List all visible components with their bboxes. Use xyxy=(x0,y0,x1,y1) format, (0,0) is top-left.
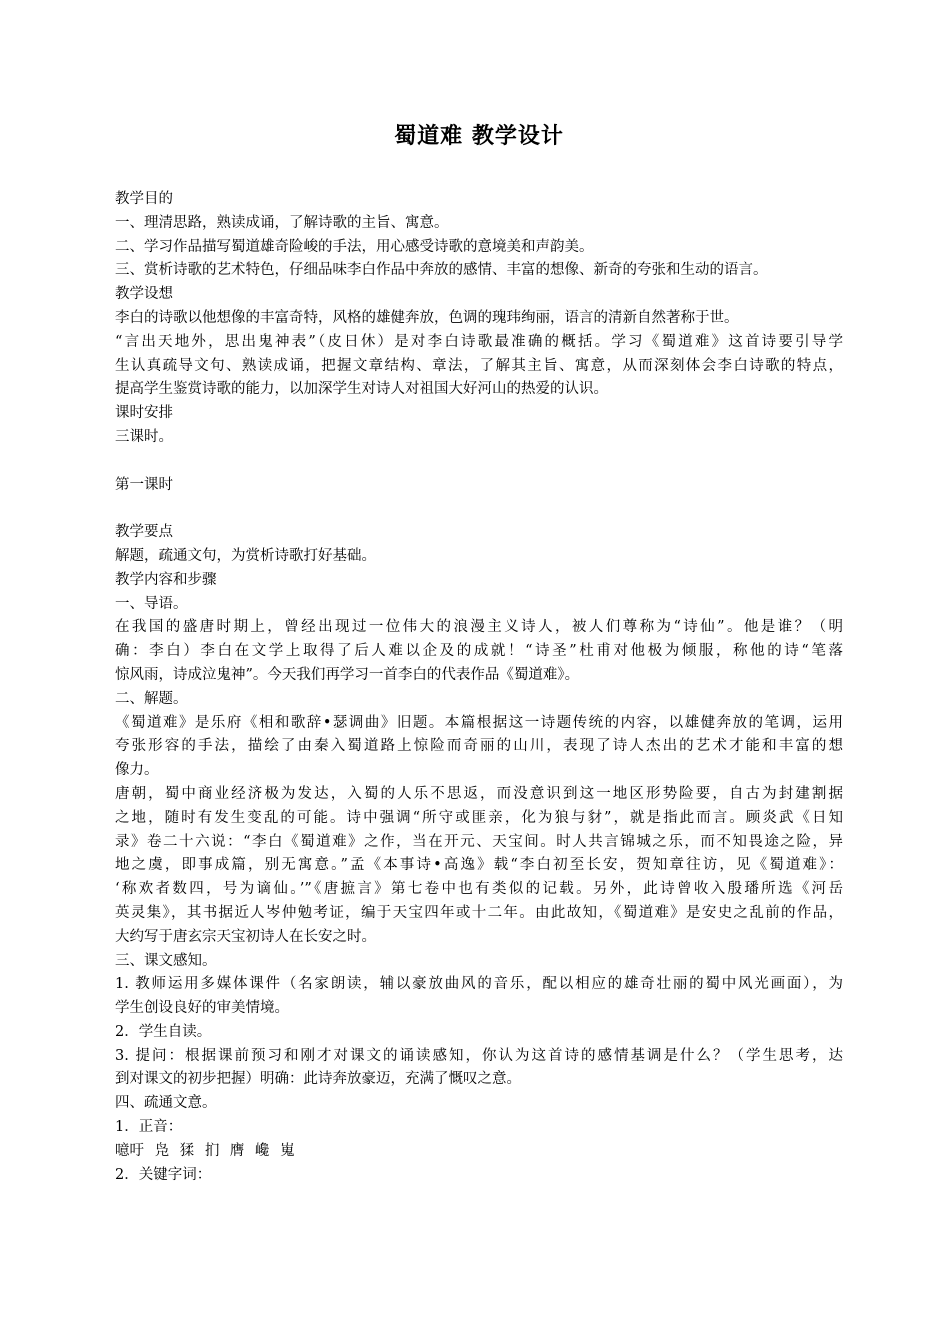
text-line: 噫吁 凫 猱 扪 膺 巉 嵬 xyxy=(115,1142,295,1159)
document-body xyxy=(115,188,843,1187)
text-line: 到对课文的初步把握）明确：此诗奔放豪迈，充满了慨叹之意。 xyxy=(115,1071,521,1088)
text-line: 三、课文感知。 xyxy=(115,952,217,969)
blank-line xyxy=(115,497,843,521)
text-line: 唐朝，蜀中商业经济极为发达，入蜀的人乐不思返，而没意识到这一地区形势险要，自古为封建割据 xyxy=(115,785,843,802)
text-line: 教学要点 xyxy=(115,524,173,541)
text-line: 一、导语。 xyxy=(115,595,188,612)
text-line: 教学目的 xyxy=(115,191,173,207)
text-line: 《蜀道难》是乐府《相和歌辞•瑟调曲》旧题。本篇根据这一诗题传统的内容，以雄健奔放的笔调，运用 xyxy=(115,714,843,731)
text-line: 1．正音： xyxy=(115,1119,183,1136)
text-line: 解题，疏通文句，为赏析诗歌打好基础。 xyxy=(115,547,376,564)
text-line: 李白的诗歌以他想像的丰富奇特，风格的雄健奔放，色调的瑰玮绚丽，语言的清新自然著称于世。 xyxy=(115,309,739,326)
text-line: 教学内容和步骤 xyxy=(115,571,217,588)
text-line: 教学设想 xyxy=(115,286,173,303)
text-line: 提高学生鉴赏诗歌的能力，以加深学生对诗人对祖国大好河山的热爱的认识。 xyxy=(115,381,608,398)
text-line: 地之虞，即事成篇，别无寓意。”孟《本事诗•高逸》载“李白初至长安，贺知章往访，见《蜀道难》： xyxy=(115,857,843,874)
text-line: 第一课时 xyxy=(115,476,173,493)
text-line: 3. 提问：根据课前预习和刚才对课文的诵读感知，你认为这首诗的感情基调是什么？（学生思考，达 xyxy=(115,1047,843,1064)
text-line: 在我国的盛唐时期上，曾经出现过一位伟大的浪漫主义诗人，被人们尊称为“诗仙”。他是谁？（明 xyxy=(115,619,843,636)
text-line: 夸张形容的手法，描绘了由秦入蜀道路上惊险而奇丽的山川，表现了诗人杰出的艺术才能和丰富的想 xyxy=(115,738,843,755)
text-line: 课时安排 xyxy=(115,405,173,422)
text-line: 之地，随时有发生变乱的可能。诗中强调“所守或匪亲，化为狼与豺”，就是指此而言。顾炎武《日知 xyxy=(115,809,843,826)
text-line: 录》卷二十六说：“李白《蜀道难》之作，当在开元、天宝间。时人共言锦城之乐，而不知畏途之险，异 xyxy=(115,833,843,850)
text-line: 英灵集》，其书据近人岑仲勉考证，编于天宝四年或十二年。由此故知，《蜀道难》是安史之乱前的作品， xyxy=(115,904,843,921)
text-line: 2．关键字词： xyxy=(115,1166,212,1183)
text-line: 三课时。 xyxy=(115,428,173,445)
text-line: 确：李白）李白在文学上取得了后人难以企及的成就！“诗圣”杜甫对他极为倾服，称他的诗“笔落 xyxy=(115,643,843,660)
text-line: 二、学习作品描写蜀道雄奇险峻的手法，用心感受诗歌的意境美和声韵美。 xyxy=(115,238,594,255)
text-line: ‘称欢者数四，号为谪仙。’”《唐摭言》第七卷中也有类似的记载。另外，此诗曾收入殷璠所选《河岳 xyxy=(115,881,843,898)
text-line: 像力。 xyxy=(115,762,159,779)
text-line: 2．学生自读。 xyxy=(115,1023,212,1040)
text-line: 大约写于唐玄宗天宝初诗人在长安之时。 xyxy=(115,928,376,945)
text-line: 1. 教师运用多媒体课件（名家朗读，辅以豪放曲风的音乐，配以相应的雄奇壮丽的蜀中风光画面），为 xyxy=(115,976,843,993)
text-line: 一、理清思路，熟读成诵，了解诗歌的主旨、寓意。 xyxy=(115,214,449,231)
text-line: 三、赏析诗歌的艺术特色，仔细品味李白作品中奔放的感情、丰富的想像、新奇的夸张和生动的语言。 xyxy=(115,262,768,279)
text-line: 生认真疏导文句、熟读成诵，把握文章结构、章法，了解其主旨、寓意，从而深刻体会李白诗歌的特点， xyxy=(115,357,843,374)
text-line: 二、解题。 xyxy=(115,690,188,707)
text-line: 四、疏通文意。 xyxy=(115,1095,217,1112)
document-title: 蜀道难 教学设计 xyxy=(394,124,564,149)
blank-line xyxy=(115,450,843,474)
text-line: 学生创设良好的审美情境。 xyxy=(115,1000,289,1017)
text-line: 惊风雨，诗成泣鬼神”。今天我们再学习一首李白的代表作品《蜀道难》。 xyxy=(115,666,580,683)
text-line: “言出天地外，思出鬼神表”（皮日休）是对李白诗歌最准确的概括。学习《蜀道难》这首诗要引导学 xyxy=(115,333,843,350)
